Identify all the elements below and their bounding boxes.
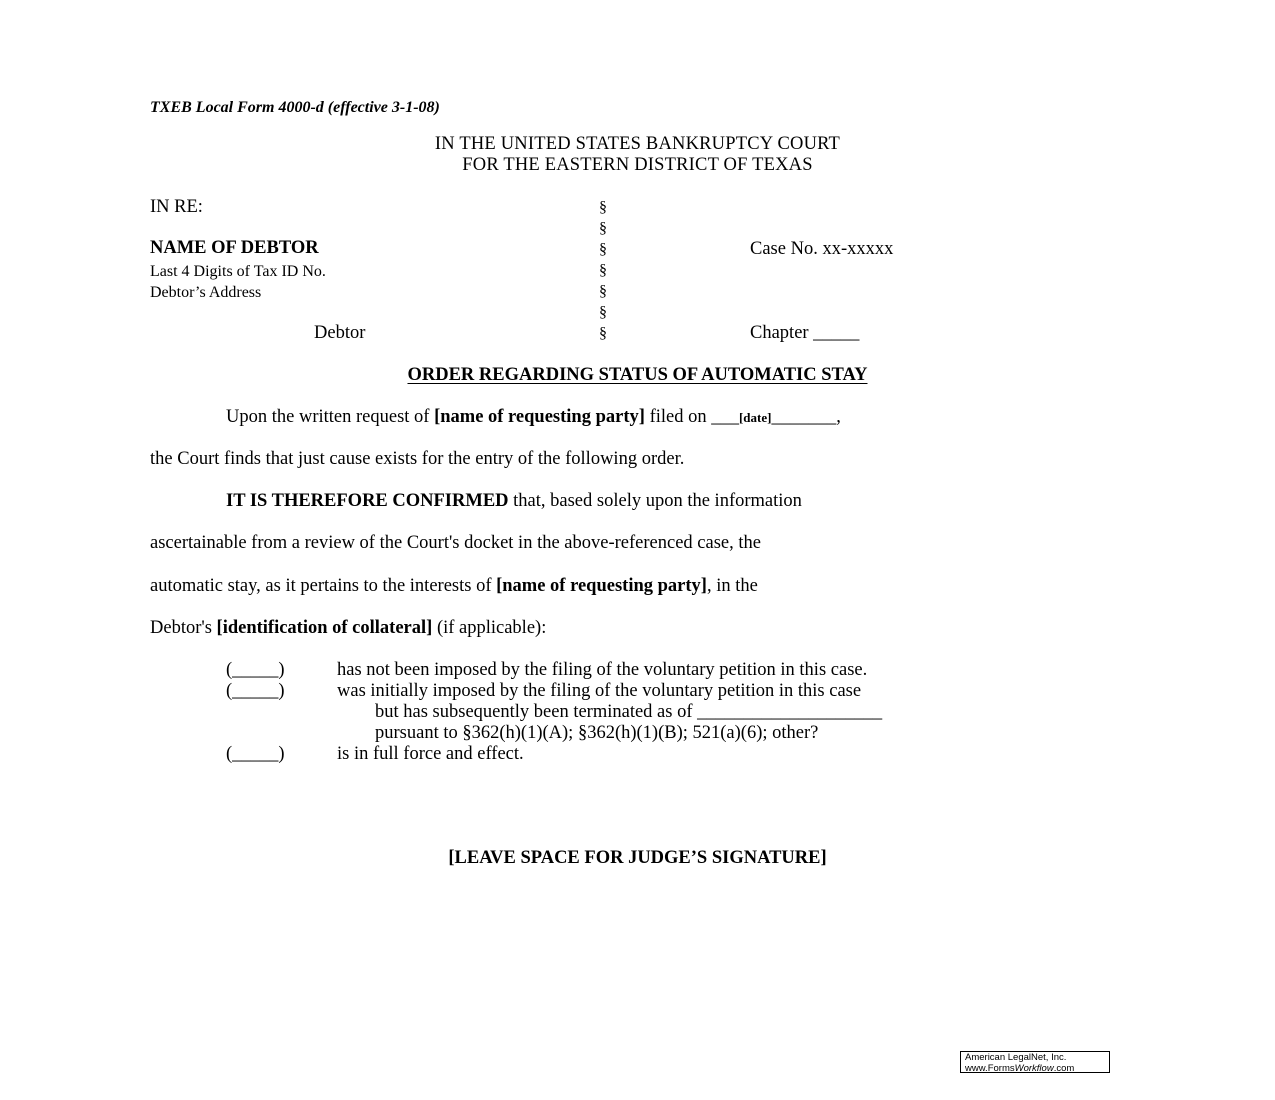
option-text-3: is in full force and effect.	[337, 744, 524, 764]
caption-debtor-name: NAME OF DEBTOR	[150, 238, 319, 258]
chapter: Chapter _____	[750, 323, 860, 343]
section-symbol: §	[599, 262, 607, 279]
paragraph-1-line-1: Upon the written request of [name of requesting party] filed on ___[date]_______,	[226, 407, 841, 427]
option-text-2-line-3: pursuant to §362(h)(1)(A); §362(h)(1)(B); 521(a)(6); other?	[375, 723, 819, 743]
footer-url: www.FormsWorkflow.com	[965, 1062, 1075, 1074]
paragraph-2-line-3: automatic stay, as it pertains to the interests of [name of requesting party], in the	[150, 576, 758, 596]
option-checkbox-1[interactable]: (_____)	[226, 660, 285, 680]
case-number: Case No. xx-xxxxx	[750, 239, 894, 259]
caption-debtor-label: Debtor	[314, 323, 366, 343]
paragraph-2-line-1: IT IS THEREFORE CONFIRMED that, based solely upon the information	[226, 491, 802, 511]
paragraph-1-line-2: the Court finds that just cause exists for the entry of the following order.	[150, 449, 685, 469]
paragraph-2-line-4: Debtor's [identification of collateral] (if applicable):	[150, 618, 547, 638]
caption-in-re: IN RE:	[150, 197, 203, 217]
section-symbol: §	[599, 325, 607, 342]
option-checkbox-3[interactable]: (_____)	[226, 744, 285, 764]
option-text-2: was initially imposed by the filing of the voluntary petition in this case	[337, 681, 862, 701]
footer-company: American LegalNet, Inc.	[965, 1052, 1067, 1063]
section-symbol: §	[599, 199, 607, 216]
option-text-1: has not been imposed by the filing of the voluntary petition in this case.	[337, 660, 868, 680]
court-name-line1: IN THE UNITED STATES BANKRUPTCY COURT	[434, 134, 841, 154]
form-id: TXEB Local Form 4000-d (effective 3-1-08)	[150, 99, 440, 116]
paragraph-2-line-2: ascertainable from a review of the Court's docket in the above-referenced case, the	[150, 533, 761, 553]
section-symbol: §	[599, 283, 607, 300]
judge-signature-placeholder: [LEAVE SPACE FOR JUDGE’S SIGNATURE]	[448, 848, 827, 868]
section-symbol: §	[599, 241, 607, 258]
footer-watermark-box	[960, 1051, 1110, 1073]
order-title: ORDER REGARDING STATUS OF AUTOMATIC STAY	[407, 365, 868, 385]
option-text-2-line-2: but has subsequently been terminated as of ____________________	[375, 702, 883, 722]
caption-address: Debtor’s Address	[150, 284, 262, 301]
option-checkbox-2[interactable]: (_____)	[226, 681, 285, 701]
court-name-line2: FOR THE EASTERN DISTRICT OF TEXAS	[462, 155, 813, 175]
caption-tax-id: Last 4 Digits of Tax ID No.	[150, 263, 326, 280]
section-symbol: §	[599, 304, 607, 321]
section-symbol: §	[599, 220, 607, 237]
